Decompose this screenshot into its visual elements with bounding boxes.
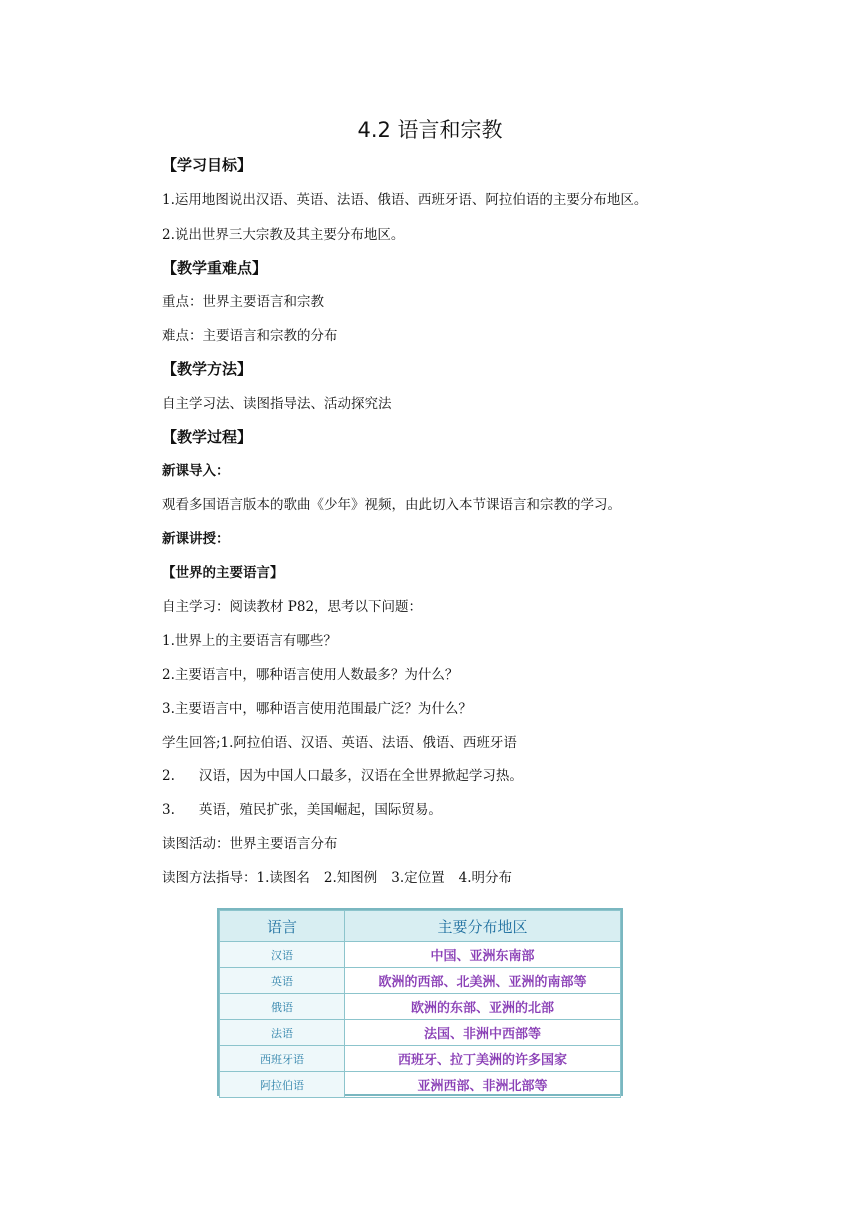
languages-label: 【世界的主要语言】 xyxy=(162,565,284,581)
table-row xyxy=(220,942,621,968)
goal-2: 2.说出世界三大宗教及其主要分布地区。 xyxy=(162,227,405,243)
self-study: 自主学习：阅读教材 P82，思考以下问题： xyxy=(162,599,423,615)
lecture-label: 新课讲授： xyxy=(162,531,230,547)
page-title: 4.2 语言和宗教 xyxy=(357,118,503,142)
table-row xyxy=(220,994,621,1020)
answer-1: 学生回答;1.阿拉伯语、汉语、英语、法语、俄语、西班牙语 xyxy=(162,735,517,751)
intro-label: 新课导入： xyxy=(162,463,230,479)
question-2: 2.主要语言中，哪种语言使用人数最多？为什么？ xyxy=(162,667,459,683)
method-heading: 【教学方法】 xyxy=(162,360,253,378)
table-row xyxy=(220,1046,621,1072)
table-header-region: 主要分布地区 xyxy=(345,911,621,942)
language-cell: 阿拉伯语 xyxy=(220,1072,345,1098)
region-cell: 亚洲西部、非洲北部等 xyxy=(345,1072,621,1098)
key-point: 重点：世界主要语言和宗教 xyxy=(162,294,324,310)
region-cell: 欧洲的西部、北美洲、亚洲的南部等 xyxy=(345,968,621,994)
map-guide xyxy=(162,868,512,888)
table-row xyxy=(220,1072,621,1098)
map-activity: 读图活动：世界主要语言分布 xyxy=(162,836,338,852)
map-guide-step: 2.知图例 xyxy=(323,870,378,886)
language-cell: 俄语 xyxy=(220,994,345,1020)
region-cell: 法国、非洲中西部等 xyxy=(345,1020,621,1046)
process-heading: 【教学过程】 xyxy=(162,428,253,446)
map-guide-step: 4.明分布 xyxy=(458,870,513,886)
answer-2-text: 汉语，因为中国人口最多，汉语在全世界掀起学习热。 xyxy=(198,768,523,784)
table-row xyxy=(220,968,621,994)
question-3: 3.主要语言中，哪种语言使用范围最广泛？为什么？ xyxy=(162,701,472,717)
answer-3 xyxy=(162,800,442,820)
methods: 自主学习法、读图指导法、活动探究法 xyxy=(162,396,392,412)
difficulty: 难点：主要语言和宗教的分布 xyxy=(162,328,338,344)
answer-2-number: 2. xyxy=(162,768,175,784)
language-cell: 法语 xyxy=(220,1020,345,1046)
language-cell: 汉语 xyxy=(220,942,345,968)
answer-3-text: 英语，殖民扩张，美国崛起，国际贸易。 xyxy=(198,802,442,818)
region-cell: 中国、亚洲东南部 xyxy=(345,942,621,968)
map-guide-step: 3.定位置 xyxy=(391,870,445,886)
language-cell: 英语 xyxy=(220,968,345,994)
goal-1: 1.运用地图说出汉语、英语、法语、俄语、西班牙语、阿拉伯语的主要分布地区。 xyxy=(162,192,648,208)
region-cell: 西班牙、拉丁美洲的许多国家 xyxy=(345,1046,621,1072)
language-distribution-table xyxy=(217,908,623,1096)
answer-3-number: 3. xyxy=(162,802,175,818)
question-1: 1.世界上的主要语言有哪些？ xyxy=(162,633,337,649)
region-cell: 欧洲的东部、亚洲的北部 xyxy=(345,994,621,1020)
language-cell: 西班牙语 xyxy=(220,1046,345,1072)
key-heading: 【教学重难点】 xyxy=(162,259,268,277)
map-guide-label: 读图方法指导： xyxy=(162,870,257,886)
map-guide-step: 1.读图名 xyxy=(256,870,310,886)
intro-text: 观看多国语言版本的歌曲《少年》视频，由此切入本节课语言和宗教的学习。 xyxy=(162,497,621,513)
table-row xyxy=(220,1020,621,1046)
answer-2 xyxy=(162,766,523,786)
goals-heading: 【学习目标】 xyxy=(162,156,253,174)
table-header-language: 语言 xyxy=(220,911,345,942)
